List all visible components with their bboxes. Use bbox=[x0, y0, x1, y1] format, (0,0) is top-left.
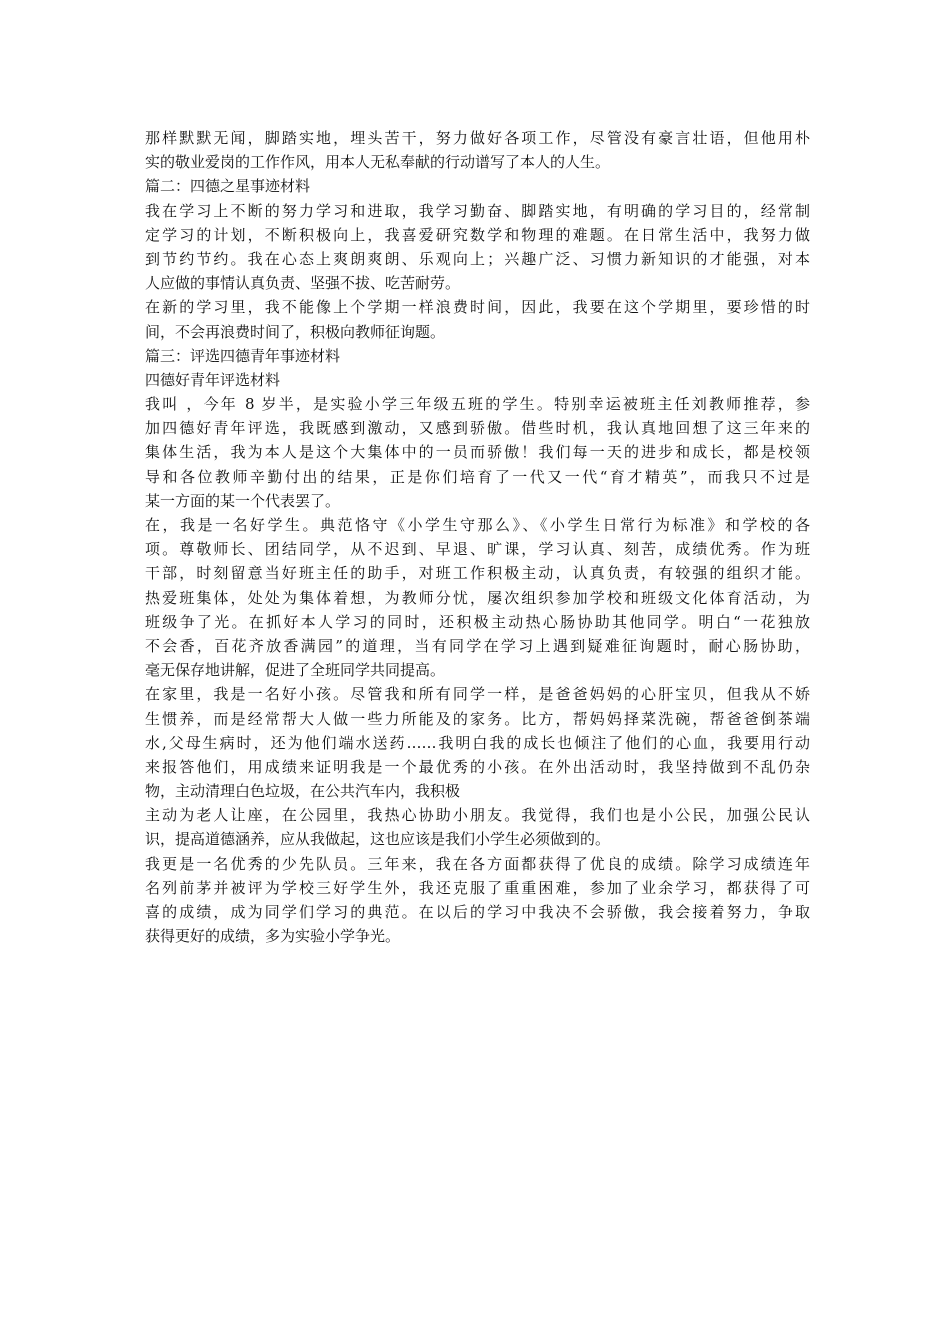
text-line: 识，提高道德涵养，应从我做起，这也应该是我们小学生必须做到的。 bbox=[145, 830, 611, 849]
text-line: 不会香，百花齐放香满园”的道理，当有同学在学习上遇到疑难征询题时，耐心肠协助， bbox=[145, 636, 810, 655]
text-line: 项。尊敬师长、团结同学，从不迟到、早退、旷课，学习认真、刻苦，成绩优秀。作为班 bbox=[145, 540, 810, 559]
text-line: 来报答他们，用成绩来证明我是一个最优秀的小孩。在外出活动时，我坚持做到不乱仍杂 bbox=[145, 757, 810, 776]
paragraph bbox=[145, 199, 810, 296]
text-line: 集体生活，我为本人是这个大集体中的一员而骄傲！我们每一天的进步和成长，都是校领 bbox=[145, 443, 810, 462]
text-line: 在家里，我是一名好小孩。尽管我和所有同学一样，是爸爸妈妈的心肝宝贝，但我从不娇 bbox=[145, 685, 810, 704]
paragraph bbox=[145, 295, 810, 343]
text-line: 名列前茅并被评为学校三好学生外，我还克服了重重困难，参加了业余学习，都获得了可 bbox=[145, 878, 810, 897]
text-line: 毫无保存地讲解，促进了全班同学共同提高。 bbox=[145, 661, 446, 680]
text-line: 在新的学习里，我不能像上个学期一样浪费时间，因此，我要在这个学期里，要珍惜的时 bbox=[145, 298, 810, 317]
text-line: 水,父母生病时，还为他们端水送药……我明白我的成长也倾注了他们的心血，我要用行动 bbox=[145, 733, 810, 752]
text-line: 喜的成绩，成为同学们学习的典范。在以后的学习中我决不会骄傲，我会接着努力，争取 bbox=[145, 903, 810, 921]
paragraph bbox=[145, 803, 810, 851]
paragraph bbox=[145, 682, 810, 803]
section-heading bbox=[145, 344, 810, 368]
text-line: 篇二：四德之星事迹材料 bbox=[145, 177, 311, 196]
text-line: 人应做的事情认真负责、坚强不拔、吃苦耐劳。 bbox=[145, 274, 461, 293]
section-heading bbox=[145, 174, 810, 198]
text-line: 我更是一名优秀的少先队员。三年来，我在各方面都获得了优良的成绩。除学习成绩连年 bbox=[145, 854, 810, 873]
text-line: 干部，时刻留意当好班主任的助手，对班工作积极主动，认真负责，有较强的组织才能。 bbox=[145, 564, 810, 583]
paragraph bbox=[145, 126, 810, 174]
section-heading bbox=[145, 368, 810, 392]
text-line: 加四德好青年评选，我既感到激动，又感到骄傲。借些时机，我认真地回想了这三年来的 bbox=[145, 419, 810, 438]
text-line: 间，不会再浪费时间了，积极向教师征询题。 bbox=[145, 322, 446, 341]
text-line: 四德好青年评选材料 bbox=[145, 370, 281, 389]
text-line: 实的敬业爱岗的工作作风，用本人无私奉献的行动谱写了本人的人生。 bbox=[145, 153, 611, 172]
paragraph bbox=[145, 852, 810, 949]
text-line: 热爱班集体，处处为集体着想，为教师分忧，屡次组织参加学校和班级文化体育活动，为 bbox=[145, 588, 810, 607]
text-line: 我叫 ，今年 8 岁半，是实验小学三年级五班的学生。特别幸运被班主任刘教师推荐，参 bbox=[145, 395, 810, 414]
paragraph bbox=[145, 513, 810, 682]
text-line: 生惯养，而是经常帮大人做一些力所能及的家务。比方，帮妈妈择菜洗碗，帮爸爸倒茶端 bbox=[145, 709, 810, 728]
document-body bbox=[145, 126, 810, 948]
text-line: 在，我是一名好学生。典范恪守《小学生守那么》、《小学生日常行为标准》和学校的各 bbox=[145, 516, 810, 534]
text-line: 我在学习上不断的努力学习和进取，我学习勤奋、脚踏实地，有明确的学习目的，经常制 bbox=[145, 201, 810, 220]
text-line: 获得更好的成绩，多为实验小学争光。 bbox=[145, 927, 401, 946]
text-line: 班级争了光。在抓好本人学习的同时，还积极主动热心肠协助其他同学。明白“一花独放 bbox=[145, 612, 810, 631]
text-line: 某一方面的某一个代表罢了。 bbox=[145, 491, 341, 510]
text-line: 物，主动清理白色垃圾，在公共汽车内，我积极 bbox=[145, 782, 461, 801]
text-line: 定学习的计划，不断积极向上，我喜爱研究数学和物理的难题。在日常生活中，我努力做 bbox=[145, 225, 810, 244]
text-line: 主动为老人让座，在公园里，我热心协助小朋友。我觉得，我们也是小公民，加强公民认 bbox=[145, 806, 810, 825]
text-line: 到节约节约。我在心态上爽朗爽朗、乐观向上；兴趣广泛、习惯力新知识的才能强，对本 bbox=[145, 249, 810, 268]
text-line: 篇三：评选四德青年事迹材料 bbox=[145, 346, 341, 365]
paragraph bbox=[145, 392, 810, 513]
text-line: 那样默默无闻，脚踏实地，埋头苦干，努力做好各项工作，尽管没有豪言壮语，但他用朴 bbox=[145, 129, 810, 147]
text-line: 导和各位教师辛勤付出的结果，正是你们培育了一代又一代“育才精英”，而我只不过是 bbox=[145, 467, 810, 486]
